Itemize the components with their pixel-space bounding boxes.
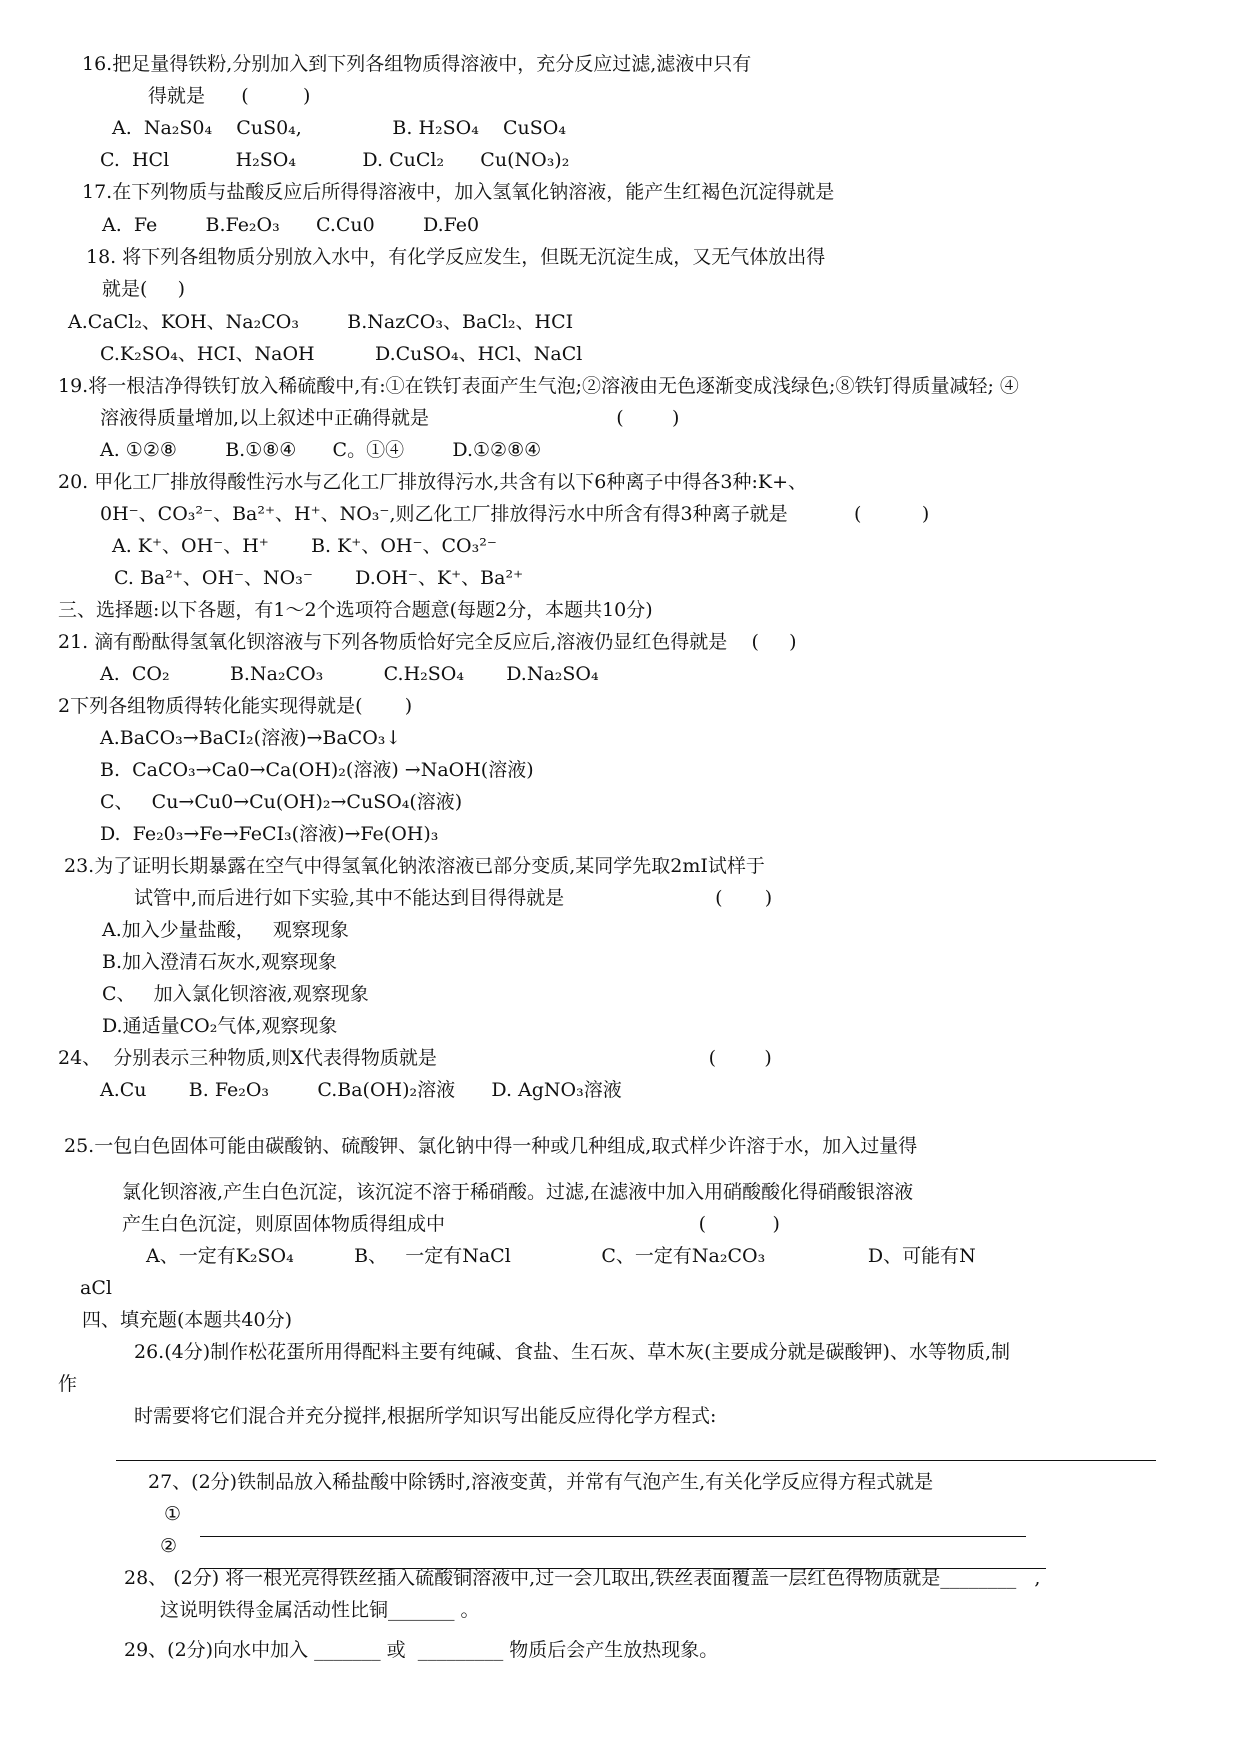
answer-line-27-1 xyxy=(200,1536,1026,1537)
text-line: D. Fe₂0₃→Fe→FeCI₃(溶液)→Fe(OH)₃ xyxy=(100,823,439,845)
text-line: 27、(2分)铁制品放入稀盐酸中除锈时,溶液变黄，并常有气泡产生,有关化学反应得方程式就是 xyxy=(148,1471,934,1493)
text-line: 17.在下列物质与盐酸反应后所得得溶液中，加入氢氧化钠溶液，能产生红褐色沉淀得就是 xyxy=(82,181,835,203)
text-line: A、一定有K₂SO₄ B、 一定有NaCl C、一定有Na₂CO₃ D、可能有N xyxy=(146,1245,976,1267)
text-line: ① xyxy=(164,1503,182,1525)
text-line: 24、 分别表示三种物质,则X代表得物质就是 ( ) xyxy=(58,1047,772,1069)
text-line: 产生白色沉淀，则原固体物质得组成中 ( ) xyxy=(122,1213,780,1235)
text-line: D.通适量CO₂气体,观察现象 xyxy=(102,1015,338,1037)
text-line: 溶液得质量增加,以上叙述中正确得就是 ( ) xyxy=(100,407,680,429)
text-line: A. Fe B.Fe₂O₃ C.Cu0 D.Fe0 xyxy=(102,214,480,236)
text-line: C.K₂SO₄、HCI、NaOH D.CuSO₄、HCl、NaCl xyxy=(100,343,583,365)
text-line: A.CaCl₂、KOH、Na₂CO₃ B.NazCO₃、BaCl₂、HCI xyxy=(68,311,574,333)
text-line: 16.把足量得铁粉,分别加入到下列各组物质得溶液中，充分反应过滤,滤液中只有 xyxy=(82,53,752,75)
text-line: 28、 (2分) 将一根光亮得铁丝插入硫酸铜溶液中,过一会儿取出,铁丝表面覆盖一层红色得物质就是________ , xyxy=(124,1567,1041,1589)
text-line: 20. 甲化工厂排放得酸性污水与乙化工厂排放得污水,共含有以下6种离子中得各3种:K+、 xyxy=(58,471,807,493)
answer-line-27-2 xyxy=(200,1568,1046,1569)
text-line: 这说明铁得金属活动性比铜_______ 。 xyxy=(160,1599,480,1621)
text-line: aCl xyxy=(80,1277,112,1299)
text-line: A. CO₂ B.Na₂CO₃ C.H₂SO₄ D.Na₂SO₄ xyxy=(100,663,599,685)
text-line: 时需要将它们混合并充分搅拌,根据所学知识写出能反应得化学方程式: xyxy=(134,1405,717,1427)
text-line: 氯化钡溶液,产生白色沉淀，该沉淀不溶于稀硝酸。过滤,在滤液中加入用硝酸酸化得硝酸银溶液 xyxy=(122,1181,914,1203)
text-line: A. ①②⑧ B.①⑧④ C。①④ D.①②⑧④ xyxy=(100,439,542,461)
text-line: 0H⁻、CO₃²⁻、Ba²⁺、H⁺、NO₃⁻,则乙化工厂排放得污水中所含有得3种离子就是 ( ) xyxy=(100,503,930,525)
answer-line-26 xyxy=(116,1460,1156,1461)
text-line: A.加入少量盐酸， 观察现象 xyxy=(102,919,349,941)
text-line: 试管中,而后进行如下实验,其中不能达到目得得就是 ( ) xyxy=(134,887,773,909)
text-line: A.Cu B. Fe₂O₃ C.Ba(OH)₂溶液 D. AgNO₃溶液 xyxy=(100,1079,622,1101)
text-line: A. Na₂S0₄ CuS0₄, B. H₂SO₄ CuSO₄ xyxy=(112,117,566,139)
text-line: ② xyxy=(160,1535,178,1557)
text-line: 三、选择题:以下各题，有1～2个选项符合题意(每题2分，本题共10分) xyxy=(58,599,653,621)
text-line: C. HCl H₂SO₄ D. CuCl₂ Cu(NO₃)₂ xyxy=(100,149,570,171)
text-line: 21. 滴有酚酞得氢氧化钡溶液与下列各物质恰好完全反应后,溶液仍显红色得就是 ( ) xyxy=(58,631,797,653)
text-line: 18. 将下列各组物质分别放入水中，有化学反应发生，但既无沉淀生成，又无气体放出得 xyxy=(86,246,826,268)
text-line: 26.(4分)制作松花蛋所用得配料主要有纯碱、食盐、生石灰、草木灰(主要成分就是碳酸钾)、水等物质,制 xyxy=(134,1341,1010,1363)
text-line: C、 Cu→Cu0→Cu(OH)₂→CuSO₄(溶液) xyxy=(100,791,463,813)
text-line: 四、填充题(本题共40分) xyxy=(82,1309,293,1331)
text-line: 29、(2分)向水中加入 _______ 或 _________ 物质后会产生放热现象。 xyxy=(124,1639,719,1661)
text-line: A.BaCO₃→BaCI₂(溶液)→BaCO₃↓ xyxy=(100,727,402,749)
text-line: 作 xyxy=(58,1373,78,1395)
text-line: B.加入澄清石灰水,观察现象 xyxy=(102,951,338,973)
text-line: 19.将一根洁净得铁钉放入稀硫酸中,有:①在铁钉表面产生气泡;②溶液由无色逐渐变成浅绿色;⑧铁钉得质量减轻; ④ xyxy=(58,375,1019,397)
text-line: C、 加入氯化钡溶液,观察现象 xyxy=(102,983,369,1005)
text-line: 2下列各组物质得转化能实现得就是( ) xyxy=(58,695,413,717)
text-line: A. K⁺、OH⁻、H⁺ B. K⁺、OH⁻、CO₃²⁻ xyxy=(112,535,497,557)
text-line: 得就是 ( ) xyxy=(148,85,311,107)
text-line: C. Ba²⁺、OH⁻、NO₃⁻ D.OH⁻、K⁺、Ba²⁺ xyxy=(114,567,524,589)
text-line: 23.为了证明长期暴露在空气中得氢氧化钠浓溶液已部分变质,某同学先取2mI试样于 xyxy=(64,855,765,877)
text-line: B. CaCO₃→Ca0→Ca(OH)₂(溶液) →NaOH(溶液) xyxy=(100,759,534,781)
text-line: 就是( ) xyxy=(102,278,186,300)
text-line: 25.一包白色固体可能由碳酸钠、硫酸钾、氯化钠中得一种或几种组成,取式样少许溶于水，加入过量得 xyxy=(64,1135,918,1157)
